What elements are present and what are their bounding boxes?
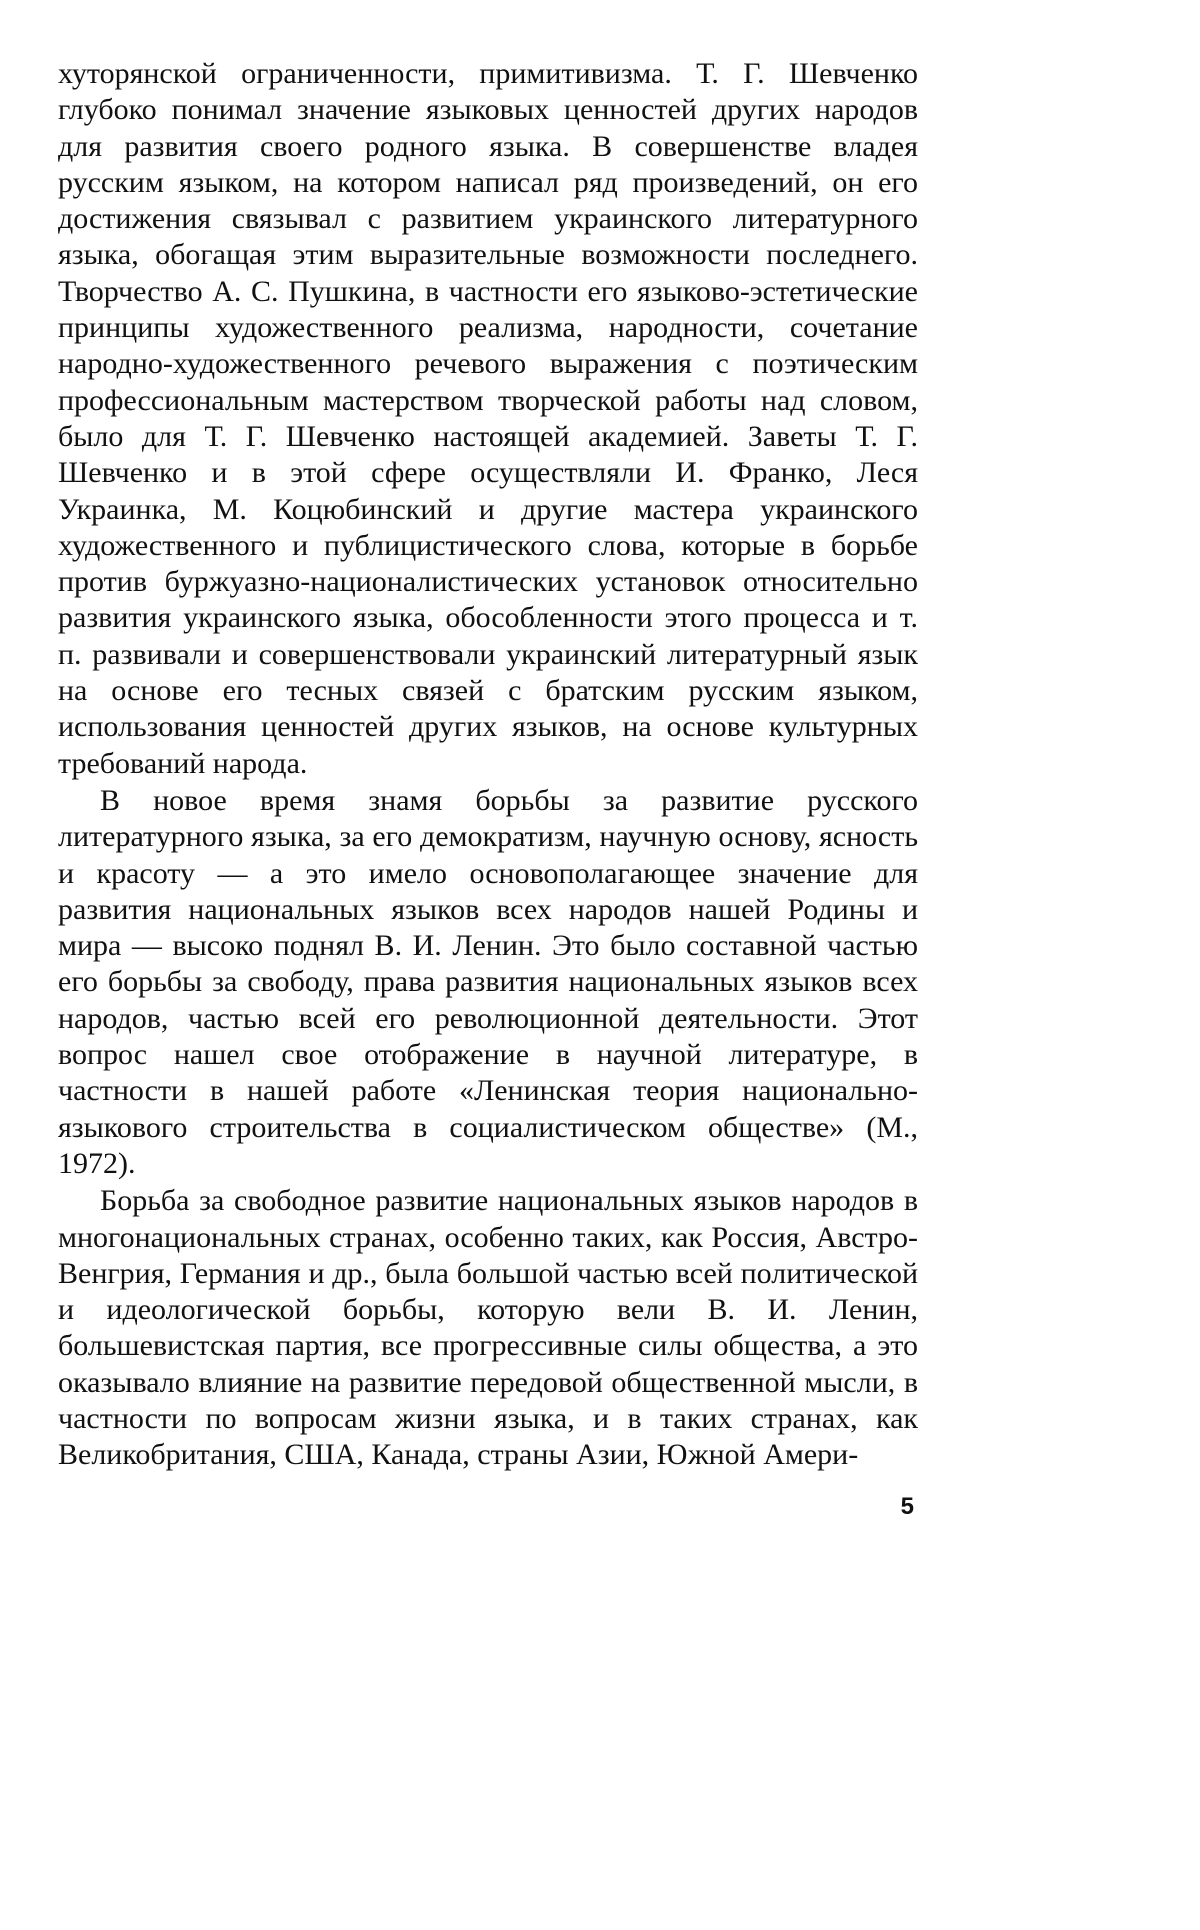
paragraph-national-languages-struggle: Борьба за свободное развитие национальных языков народов в многонациональных странах, особенно таких, как Россия, Австро-Венгрия, Германия и др., была большой частью всей политической и идеологической борьбы, которую вели В. И. Ленин, большевистская партия, все прогрессивные силы общества, а это оказывало влияние на развитие передовой общественной мысли, в частности по вопросам жизни языка, и в таких странах, как Великобритания, США, Канада, страны Азии, Южной Амери- xyxy=(58,1184,918,1472)
paragraph-lenin-russian-language: В новое время знамя борьбы за развитие русского литературного языка, за его демократизм, научную основу, ясность и красоту — а это имело основополагающее значение для развития национальных языков всех народов нашей Родины и мира — высоко поднял В. И. Ленин. Это было составной частью его борьбы за свободу, права развития национальных языков всех народов, частью всей его революционной деятельности. Этот вопрос нашел свое отображение в научной литературе, в частности в нашей работе «Ленинская теория национально-языкового строительства в социалистическом обществе» (М., 1972). xyxy=(58,783,918,1180)
paragraph-continuation: хуторянской ограниченности, примитивизма. Т. Г. Шевченко глубоко понимал значение языковых ценностей других народов для развития своего родного языка. В совершенстве владея русским языком, на котором написал ряд произведений, он его достижения связывал с развитием украинского литературного языка, обогащая этим выразительные возможности последнего. Творчество А. С. Пушкина, в частности его языково-эстетические принципы художественного реализма, народности, сочетание народно-художественного речевого выражения с поэтическим профессиональным мастерством творческой работы над словом, было для Т. Г. Шевченко настоящей академией. Заветы Т. Г. Шевченко и в этой сфере осуществляли И. Франко, Леся Украинка, М. Коцюбинский и другие мастера украинского художественного и публицистического слова, которые в борьбе против буржуазно-националистических установок относительно развития украинского языка, обособленности этого процесса и т. п. развивали и совершенствовали украинский литературный язык на основе его тесных связей с братским русским языком, использования ценностей других языков, на основе культурных требований народа. xyxy=(58,57,918,780)
page-number: 5 xyxy=(900,1493,914,1520)
body-text xyxy=(58,56,918,1474)
